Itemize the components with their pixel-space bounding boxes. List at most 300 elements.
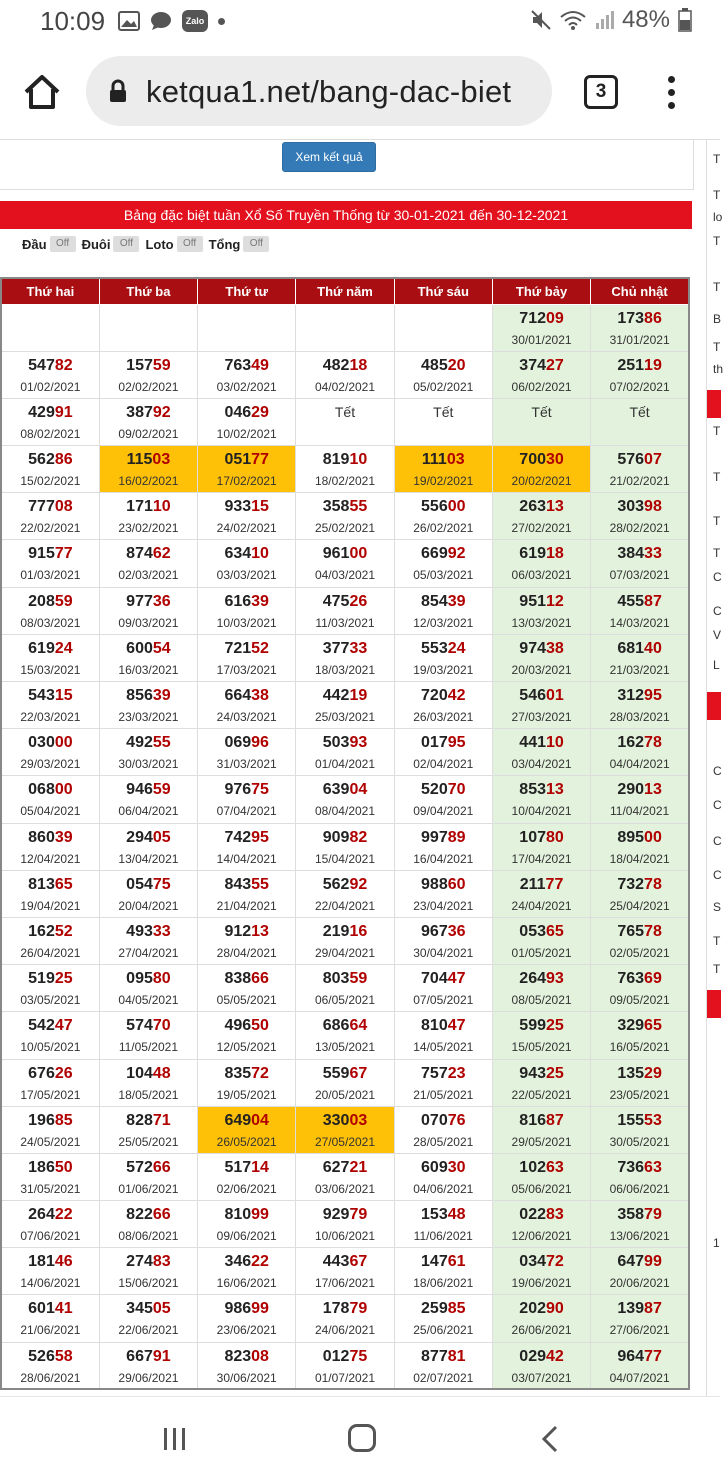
prize-number: 87462 bbox=[126, 545, 171, 563]
table-row bbox=[1, 682, 689, 729]
prize-number: 80359 bbox=[322, 970, 368, 988]
day-cell bbox=[394, 1248, 492, 1295]
chat-bubble-icon bbox=[150, 11, 172, 31]
prize-date: 05/05/2021 bbox=[216, 993, 277, 1008]
prize-number: 68140 bbox=[617, 639, 662, 657]
prize-number: 68664 bbox=[322, 1017, 368, 1035]
day-cell bbox=[99, 1201, 197, 1248]
prize-number: 97675 bbox=[224, 781, 269, 799]
prize-number: 98699 bbox=[224, 1300, 269, 1318]
day-cell bbox=[1, 1106, 99, 1153]
day-cell bbox=[1, 870, 99, 917]
day-cell bbox=[198, 965, 296, 1012]
filter-toggle-loto[interactable]: Off bbox=[177, 236, 203, 252]
prize-number: 72042 bbox=[421, 687, 466, 704]
prize-date: 30/04/2021 bbox=[413, 945, 474, 960]
prize-date: 24/05/2021 bbox=[20, 1134, 81, 1149]
prize-date: 23/06/2021 bbox=[216, 1323, 277, 1338]
prize-number: 89500 bbox=[617, 828, 662, 846]
prize-number: 54247 bbox=[28, 1017, 73, 1035]
prize-date: 01/04/2021 bbox=[314, 757, 376, 772]
prize-date: 23/04/2021 bbox=[413, 898, 474, 913]
prize-date: 24/02/2021 bbox=[216, 521, 277, 536]
prize-number: 81099 bbox=[224, 1206, 269, 1224]
table-row bbox=[1, 870, 689, 917]
holiday-label: Tết bbox=[433, 403, 454, 420]
prize-number: 82871 bbox=[126, 1111, 171, 1129]
prize-date: 10/03/2021 bbox=[216, 615, 277, 630]
sidebar-text: T bbox=[713, 234, 721, 248]
day-cell bbox=[591, 870, 689, 917]
prize-number: 07076 bbox=[421, 1111, 466, 1129]
day-cell bbox=[591, 351, 689, 398]
prize-date: 03/06/2021 bbox=[314, 1181, 376, 1196]
day-cell bbox=[198, 1012, 296, 1059]
prize-date: 02/07/2021 bbox=[413, 1370, 474, 1385]
prize-number: 70447 bbox=[421, 970, 466, 988]
prize-number: 04629 bbox=[224, 403, 269, 421]
back-icon[interactable] bbox=[540, 1425, 560, 1453]
prize-date: 02/03/2021 bbox=[118, 568, 179, 583]
sidebar-text: th bbox=[713, 362, 723, 376]
day-cell bbox=[394, 870, 492, 917]
day-cell bbox=[296, 634, 394, 681]
day-cell bbox=[1, 351, 99, 398]
prize-date: 29/03/2021 bbox=[20, 757, 81, 772]
prize-number: 48218 bbox=[322, 356, 368, 374]
prize-date: 02/06/2021 bbox=[216, 1181, 277, 1196]
prize-date: 07/06/2021 bbox=[20, 1229, 81, 1244]
prize-number: 99789 bbox=[421, 828, 466, 846]
table-row bbox=[1, 398, 689, 445]
day-cell bbox=[591, 1059, 689, 1106]
prize-number: 81910 bbox=[322, 451, 368, 469]
day-cell bbox=[394, 965, 492, 1012]
prize-number: 01795 bbox=[421, 734, 466, 752]
prize-number: 81047 bbox=[421, 1017, 466, 1035]
table-row bbox=[1, 351, 689, 398]
prize-date: 26/06/2021 bbox=[511, 1323, 572, 1338]
day-cell bbox=[296, 776, 394, 823]
prize-date: 31/05/2021 bbox=[20, 1181, 81, 1196]
sidebar-text: T bbox=[713, 962, 721, 976]
prize-date: 19/06/2021 bbox=[511, 1276, 572, 1291]
day-cell bbox=[591, 776, 689, 823]
prize-date: 26/04/2021 bbox=[20, 945, 81, 960]
prize-date: 02/04/2021 bbox=[413, 757, 474, 772]
prize-number: 91577 bbox=[28, 545, 73, 563]
prize-number: 10780 bbox=[519, 828, 564, 846]
prize-number: 44110 bbox=[519, 734, 564, 752]
prize-date: 05/04/2021 bbox=[20, 804, 81, 819]
prize-number: 83572 bbox=[224, 1064, 269, 1082]
prize-date: 27/04/2021 bbox=[118, 945, 179, 960]
prize-number: 73663 bbox=[617, 1158, 662, 1176]
prize-number: 97438 bbox=[519, 639, 564, 657]
day-cell bbox=[296, 823, 394, 870]
table-header-row bbox=[1, 278, 689, 304]
day-cell bbox=[394, 1153, 492, 1200]
day-cell bbox=[492, 587, 590, 634]
prize-number: 85313 bbox=[519, 781, 564, 799]
browser-toolbar bbox=[0, 42, 720, 140]
day-cell bbox=[492, 965, 590, 1012]
recents-icon[interactable] bbox=[162, 1427, 188, 1451]
prize-number: 70030 bbox=[519, 451, 564, 469]
prize-date: 12/05/2021 bbox=[216, 1040, 277, 1055]
signal-icon bbox=[594, 9, 614, 31]
prize-date: 20/03/2021 bbox=[511, 662, 572, 677]
day-cell bbox=[394, 1012, 492, 1059]
day-cell bbox=[1, 823, 99, 870]
table-row bbox=[1, 634, 689, 681]
prize-number: 09580 bbox=[126, 970, 171, 988]
day-cell bbox=[394, 776, 492, 823]
sidebar-text: S bbox=[713, 900, 722, 914]
prize-number: 14761 bbox=[421, 1253, 466, 1271]
col-header: Thứ sáu bbox=[394, 278, 492, 304]
day-cell bbox=[198, 823, 296, 870]
day-cell bbox=[492, 1059, 590, 1106]
prize-date: 21/02/2021 bbox=[609, 474, 670, 489]
prize-date: 01/07/2021 bbox=[314, 1370, 376, 1385]
prize-date: 28/02/2021 bbox=[609, 521, 670, 536]
day-cell bbox=[492, 1342, 590, 1389]
prize-date: 09/02/2021 bbox=[118, 426, 179, 441]
special-prize-table bbox=[0, 277, 690, 1390]
prize-date: 24/03/2021 bbox=[216, 710, 277, 724]
prize-date: 17/05/2021 bbox=[20, 1087, 81, 1102]
prize-number: 94659 bbox=[126, 781, 171, 799]
sidebar-text: C bbox=[713, 834, 722, 848]
table-row bbox=[1, 446, 689, 493]
day-cell bbox=[99, 1059, 197, 1106]
prize-date: 10/06/2021 bbox=[314, 1229, 376, 1244]
prize-date: 09/04/2021 bbox=[413, 804, 474, 819]
prize-number: 66791 bbox=[126, 1347, 171, 1365]
day-cell bbox=[296, 1153, 394, 1200]
prize-date: 29/04/2021 bbox=[314, 945, 376, 960]
prize-number: 84355 bbox=[224, 875, 269, 893]
table-row bbox=[1, 587, 689, 634]
zalo-icon: Zalo bbox=[182, 10, 208, 32]
table-row bbox=[1, 1012, 689, 1059]
sidebar-text: C bbox=[713, 604, 722, 618]
prize-number: 44219 bbox=[322, 687, 368, 704]
prize-date: 12/04/2021 bbox=[20, 851, 81, 866]
prize-number: 82308 bbox=[224, 1347, 269, 1365]
table-row bbox=[1, 729, 689, 776]
prize-date: 06/06/2021 bbox=[609, 1181, 670, 1196]
col-header: Thứ năm bbox=[296, 278, 394, 304]
prize-date: 26/05/2021 bbox=[216, 1134, 277, 1149]
status-time: 10:09 bbox=[40, 6, 106, 36]
prize-number: 49333 bbox=[126, 922, 171, 940]
prize-date: 22/05/2021 bbox=[511, 1087, 572, 1102]
prize-date: 01/06/2021 bbox=[118, 1181, 179, 1196]
day-cell bbox=[296, 1106, 394, 1153]
sidebar-red-header bbox=[707, 990, 721, 1018]
day-cell bbox=[198, 1106, 296, 1153]
day-cell bbox=[492, 351, 590, 398]
prize-date: 11/04/2021 bbox=[610, 804, 670, 819]
prize-number: 76369 bbox=[617, 970, 662, 988]
day-cell bbox=[394, 823, 492, 870]
day-cell bbox=[492, 304, 590, 351]
prize-number: 11103 bbox=[421, 451, 465, 469]
prize-date: 10/02/2021 bbox=[216, 426, 277, 441]
day-cell bbox=[99, 351, 197, 398]
prize-number: 19685 bbox=[28, 1111, 73, 1129]
col-header: Thứ hai bbox=[1, 278, 99, 304]
day-cell bbox=[394, 493, 492, 540]
day-cell bbox=[1, 682, 99, 729]
holiday-label: Tết bbox=[334, 403, 356, 420]
day-cell bbox=[591, 965, 689, 1012]
prize-date: 03/03/2021 bbox=[216, 568, 277, 583]
day-cell bbox=[492, 1248, 590, 1295]
prize-number: 34505 bbox=[126, 1300, 171, 1318]
prize-date: 09/03/2021 bbox=[118, 615, 179, 630]
prize-date: 30/03/2021 bbox=[118, 757, 179, 772]
prize-number: 37733 bbox=[322, 639, 368, 657]
home-icon[interactable] bbox=[22, 72, 62, 112]
table-row bbox=[1, 1059, 689, 1106]
prize-date: 20/06/2021 bbox=[609, 1276, 670, 1291]
prize-date: 19/04/2021 bbox=[20, 898, 81, 913]
prize-number: 15348 bbox=[421, 1206, 466, 1224]
prize-number: 16278 bbox=[617, 734, 662, 752]
prize-date: 20/02/2021 bbox=[511, 474, 572, 489]
day-cell bbox=[492, 1153, 590, 1200]
dot-icon bbox=[218, 18, 225, 25]
page-title: Bảng đặc biệt tuần Xổ Số Truyền Thống từ 30-01-2021 đến 30-12-2021 bbox=[0, 201, 692, 229]
prize-number: 05365 bbox=[519, 922, 564, 940]
day-cell bbox=[591, 682, 689, 729]
url-bar[interactable] bbox=[86, 56, 552, 126]
prize-date: 05/03/2021 bbox=[413, 568, 474, 583]
day-cell bbox=[296, 304, 394, 351]
day-cell bbox=[492, 776, 590, 823]
prize-number: 52070 bbox=[421, 781, 466, 799]
table-row bbox=[1, 823, 689, 870]
right-sidebar bbox=[706, 140, 723, 1396]
day-cell bbox=[1, 1201, 99, 1248]
day-cell bbox=[198, 1248, 296, 1295]
lock-icon bbox=[108, 80, 128, 102]
prize-number: 94325 bbox=[519, 1064, 564, 1082]
day-cell bbox=[296, 587, 394, 634]
prize-date: 27/05/2021 bbox=[314, 1134, 376, 1149]
tab-switcher-button[interactable]: 3 bbox=[584, 75, 618, 109]
prize-date: 12/03/2021 bbox=[413, 615, 474, 630]
day-cell bbox=[394, 398, 492, 445]
prize-date: 04/06/2021 bbox=[413, 1181, 474, 1196]
prize-number: 85639 bbox=[126, 687, 171, 704]
prize-number: 38433 bbox=[617, 545, 662, 563]
day-cell bbox=[296, 1342, 394, 1389]
day-cell bbox=[591, 540, 689, 587]
day-cell bbox=[394, 540, 492, 587]
prize-date: 17/02/2021 bbox=[216, 474, 277, 489]
day-cell bbox=[394, 634, 492, 681]
day-cell bbox=[1, 965, 99, 1012]
prize-number: 05177 bbox=[224, 451, 269, 469]
prize-date: 04/02/2021 bbox=[314, 379, 376, 394]
prize-number: 97736 bbox=[126, 592, 171, 610]
prize-number: 92979 bbox=[322, 1206, 368, 1224]
col-header: Thứ bảy bbox=[492, 278, 590, 304]
prize-date: 04/05/2021 bbox=[118, 993, 179, 1008]
day-cell bbox=[99, 823, 197, 870]
prize-number: 44367 bbox=[322, 1253, 368, 1271]
prize-date: 16/03/2021 bbox=[118, 662, 179, 677]
system-nav-bar bbox=[0, 1396, 720, 1480]
day-cell bbox=[1, 634, 99, 681]
filter-toggle-tong[interactable]: Off bbox=[243, 236, 269, 252]
day-cell bbox=[591, 917, 689, 964]
day-cell bbox=[591, 1106, 689, 1153]
filter-toggle-dau[interactable]: Off bbox=[50, 236, 76, 252]
day-cell bbox=[198, 729, 296, 776]
prize-date: 31/03/2021 bbox=[216, 757, 277, 772]
day-cell bbox=[394, 682, 492, 729]
prize-number: 86039 bbox=[28, 828, 73, 846]
prize-date: 25/02/2021 bbox=[314, 521, 376, 536]
day-cell bbox=[296, 1012, 394, 1059]
prize-number: 81365 bbox=[28, 875, 73, 893]
day-cell bbox=[591, 1153, 689, 1200]
sidebar-text: C bbox=[713, 570, 722, 584]
table-row bbox=[1, 1248, 689, 1295]
day-cell bbox=[492, 917, 590, 964]
day-cell bbox=[296, 493, 394, 540]
prize-date: 14/06/2021 bbox=[20, 1276, 81, 1291]
prize-date: 29/06/2021 bbox=[118, 1370, 179, 1385]
day-cell bbox=[198, 587, 296, 634]
filter-label-tong: Tổng bbox=[208, 236, 241, 252]
day-cell bbox=[492, 1295, 590, 1342]
prize-number: 48520 bbox=[421, 356, 466, 374]
prize-date: 29/05/2021 bbox=[511, 1134, 572, 1149]
day-cell bbox=[492, 446, 590, 493]
day-cell bbox=[296, 1201, 394, 1248]
prize-number: 17110 bbox=[126, 498, 171, 516]
day-cell bbox=[296, 1059, 394, 1106]
day-cell bbox=[99, 587, 197, 634]
table-row bbox=[1, 776, 689, 823]
sidebar-red-header bbox=[707, 692, 721, 720]
prize-number: 76578 bbox=[617, 922, 662, 940]
prize-date: 08/03/2021 bbox=[20, 615, 81, 630]
prize-date: 16/04/2021 bbox=[413, 851, 474, 866]
more-menu-icon[interactable] bbox=[664, 76, 678, 110]
day-cell bbox=[198, 1342, 296, 1389]
day-cell bbox=[99, 493, 197, 540]
prize-date: 13/06/2021 bbox=[609, 1229, 670, 1244]
prize-date: 15/06/2021 bbox=[118, 1276, 179, 1291]
sidebar-text: T bbox=[713, 514, 721, 528]
day-cell bbox=[296, 351, 394, 398]
prize-date: 11/06/2021 bbox=[413, 1229, 473, 1244]
prize-number: 21916 bbox=[322, 922, 368, 940]
prize-number: 56292 bbox=[322, 875, 368, 893]
prize-number: 26313 bbox=[519, 498, 564, 516]
prize-number: 34622 bbox=[224, 1253, 269, 1271]
day-cell bbox=[99, 634, 197, 681]
day-cell bbox=[99, 1106, 197, 1153]
prize-date: 07/04/2021 bbox=[216, 804, 277, 819]
day-cell bbox=[99, 729, 197, 776]
prize-number: 01275 bbox=[322, 1347, 368, 1365]
prize-number: 71209 bbox=[519, 309, 564, 327]
day-cell bbox=[492, 682, 590, 729]
prize-date: 22/06/2021 bbox=[118, 1323, 179, 1338]
prize-date: 26/02/2021 bbox=[413, 521, 474, 536]
day-cell bbox=[394, 587, 492, 634]
nav-home-button[interactable] bbox=[348, 1424, 376, 1452]
prize-date: 26/03/2021 bbox=[413, 710, 474, 724]
sidebar-text: C bbox=[713, 868, 722, 882]
day-cell bbox=[394, 1295, 492, 1342]
status-bar bbox=[0, 0, 720, 42]
prize-date: 08/05/2021 bbox=[511, 993, 572, 1008]
filter-toggle-duoi[interactable]: Off bbox=[113, 236, 139, 252]
sidebar-text: T bbox=[713, 424, 721, 438]
table-row bbox=[1, 1153, 689, 1200]
prize-number: 29405 bbox=[126, 828, 171, 846]
prize-number: 82266 bbox=[126, 1206, 171, 1224]
day-cell bbox=[99, 682, 197, 729]
day-cell bbox=[99, 917, 197, 964]
day-cell bbox=[1, 398, 99, 445]
prize-number: 02283 bbox=[519, 1206, 564, 1224]
prize-number: 96736 bbox=[421, 922, 466, 940]
prize-number: 38792 bbox=[126, 403, 171, 421]
prize-number: 45587 bbox=[617, 592, 662, 610]
prize-number: 42991 bbox=[28, 403, 73, 421]
prize-number: 18650 bbox=[28, 1158, 73, 1176]
prize-number: 47526 bbox=[322, 592, 368, 610]
prize-number: 30398 bbox=[617, 498, 662, 516]
prize-number: 57607 bbox=[617, 451, 662, 469]
day-cell bbox=[296, 917, 394, 964]
day-cell bbox=[99, 446, 197, 493]
prize-number: 83866 bbox=[224, 970, 269, 988]
day-cell bbox=[198, 917, 296, 964]
prize-date: 21/03/2021 bbox=[609, 662, 670, 677]
day-cell bbox=[198, 398, 296, 445]
day-cell bbox=[394, 917, 492, 964]
prize-date: 16/02/2021 bbox=[118, 474, 179, 489]
prize-date: 08/04/2021 bbox=[314, 804, 376, 819]
prize-date: 17/03/2021 bbox=[216, 662, 277, 677]
prize-date: 03/07/2021 bbox=[511, 1370, 572, 1385]
view-results-button[interactable]: Xem kết quả bbox=[282, 142, 376, 172]
prize-number: 49650 bbox=[224, 1017, 269, 1035]
prize-date: 22/02/2021 bbox=[20, 521, 81, 536]
day-cell bbox=[1, 493, 99, 540]
sidebar-text: T bbox=[713, 546, 721, 560]
prize-date: 17/04/2021 bbox=[511, 851, 572, 866]
day-cell bbox=[296, 682, 394, 729]
prize-date: 10/04/2021 bbox=[511, 804, 572, 819]
day-cell bbox=[198, 682, 296, 729]
prize-number: 60054 bbox=[126, 639, 171, 657]
prize-date: 12/06/2021 bbox=[511, 1229, 572, 1244]
day-cell bbox=[99, 965, 197, 1012]
prize-number: 17879 bbox=[322, 1300, 368, 1318]
